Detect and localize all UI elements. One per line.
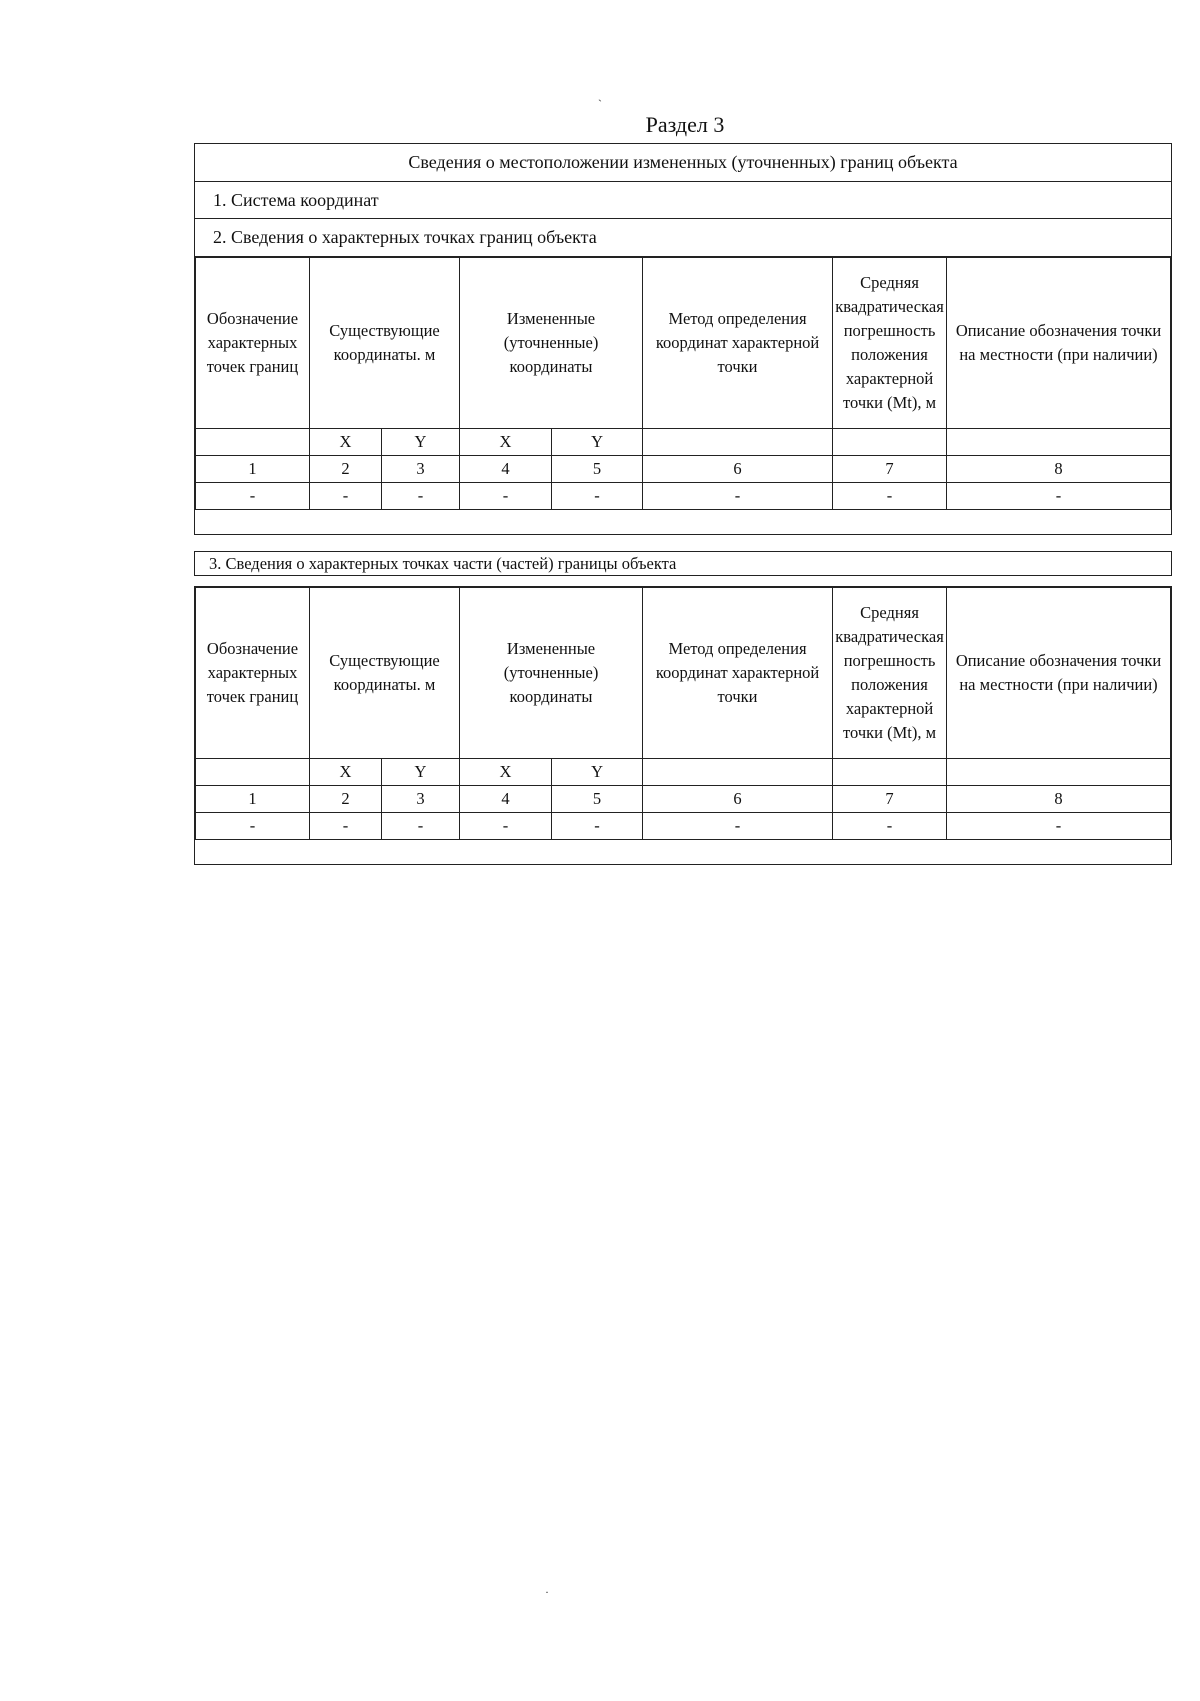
col-number: 7 <box>833 456 947 483</box>
coord-system-label: 1. Система координат <box>195 182 1171 219</box>
col-number: 5 <box>552 786 643 813</box>
table-cell: - <box>833 483 947 510</box>
col-number: 4 <box>460 786 552 813</box>
parts-table <box>195 587 1171 840</box>
col-method: Метод определения координат характерной точки <box>643 258 833 429</box>
col-number: 8 <box>947 456 1171 483</box>
table-cell: - <box>310 483 382 510</box>
sub-y: Y <box>382 759 460 786</box>
table-cell: - <box>643 483 833 510</box>
col-number: 6 <box>643 786 833 813</box>
col-number: 6 <box>643 456 833 483</box>
col-method: Метод определения координат характерной точки <box>643 588 833 759</box>
table-cell: - <box>196 483 310 510</box>
col-number: 1 <box>196 786 310 813</box>
blank-row <box>195 510 1171 534</box>
section-title: Раздел 3 <box>645 112 725 137</box>
points-table <box>195 257 1171 510</box>
col-existing: Существующие координаты. м <box>310 588 460 759</box>
blank-row <box>195 840 1171 864</box>
sub-x: X <box>310 759 382 786</box>
col-number: 2 <box>310 456 382 483</box>
col-description: Описание обозначения точки на местности (при наличии) <box>947 588 1171 759</box>
table-cell: - <box>460 813 552 840</box>
table-cell: - <box>310 813 382 840</box>
parts-header: 3. Сведения о характерных точках части (частей) границы объекта <box>194 551 1172 576</box>
col-number: 7 <box>833 786 947 813</box>
table-cell: - <box>947 813 1171 840</box>
col-number: 3 <box>382 456 460 483</box>
col-error: Средняя квадратическая погрешность положения характерной точки (Mt), м <box>833 588 947 759</box>
sub-y: Y <box>552 429 643 456</box>
sub-x: X <box>460 429 552 456</box>
col-error: Средняя квадратическая погрешность положения характерной точки (Mt), м <box>833 258 947 429</box>
sub-y: Y <box>382 429 460 456</box>
col-number: 4 <box>460 456 552 483</box>
points-header: 2. Сведения о характерных точках границ объекта <box>195 219 1171 257</box>
col-changed: Измененные (уточненные) координаты <box>460 588 643 759</box>
col-number: 3 <box>382 786 460 813</box>
table-cell: - <box>552 483 643 510</box>
col-number: 8 <box>947 786 1171 813</box>
table-cell: - <box>382 483 460 510</box>
sub-x: X <box>310 429 382 456</box>
col-number: 1 <box>196 456 310 483</box>
table-cell: - <box>552 813 643 840</box>
table-cell: - <box>833 813 947 840</box>
col-designation: Обозначение характерных точек границ <box>196 588 310 759</box>
sub-x: X <box>460 759 552 786</box>
table-cell: - <box>947 483 1171 510</box>
table-cell: - <box>643 813 833 840</box>
col-changed: Измененные (уточненные) координаты <box>460 258 643 429</box>
table-cell: - <box>460 483 552 510</box>
sub-y: Y <box>552 759 643 786</box>
scan-speck: · <box>545 1585 549 1599</box>
main-header: Сведения о местоположении измененных (уточненных) границ объекта <box>195 144 1171 182</box>
scan-speck: ˏ <box>598 88 602 102</box>
col-number: 2 <box>310 786 382 813</box>
col-designation: Обозначение характерных точек границ <box>196 258 310 429</box>
table-cell: - <box>196 813 310 840</box>
table-cell: - <box>382 813 460 840</box>
col-description: Описание обозначения точки на местности (при наличии) <box>947 258 1171 429</box>
boundaries-frame <box>194 143 1172 535</box>
col-number: 5 <box>552 456 643 483</box>
parts-frame <box>194 586 1172 865</box>
col-existing: Существующие координаты. м <box>310 258 460 429</box>
